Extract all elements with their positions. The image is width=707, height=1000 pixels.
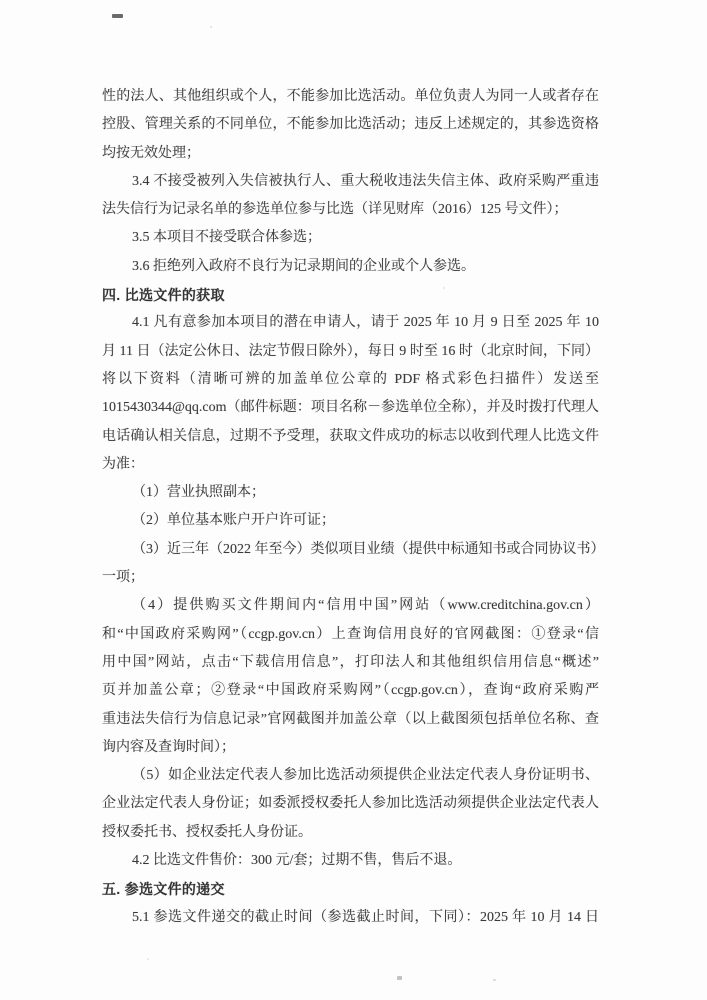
document-line: 3.5 本项目不接受联合体参选；	[132, 230, 321, 246]
scan-smudge-artifact	[112, 14, 123, 18]
document-line: 授权委托书、授权委托人身份证。	[102, 824, 312, 840]
document-line: 性的法人、其他组织或个人，不能参加比选活动。单位负责人为同一人或者存在	[102, 89, 599, 104]
document-line: （3）近三年（2022 年至今）类似项目业绩（提供中标通知书或合同协议书）	[132, 541, 605, 557]
document-line: 企业法定代表人身份证；如委派授权委托人参加比选活动须提供企业法定代表人	[102, 796, 599, 812]
document-line: （2）单位基本账户开户许可证；	[132, 513, 335, 529]
document-line: 3.6 拒绝列入政府不良行为记录期间的企业或个人参选。	[132, 258, 475, 274]
document-line: 4.1 凡有意参加本项目的潜在申请人，请于 2025 年 10 月 9 日至 2025 年 10	[132, 315, 599, 331]
document-line: 法失信行为记录名单的参选单位参与比选（详见财库（2016）125 号文件）；	[102, 202, 568, 218]
document-line: 3.4 不接受被列入失信被执行人、重大税收违法失信主体、政府采购严重违	[132, 173, 599, 189]
document-line: 用中国”网站，点击“下载信用信息”，打印法人和其他组织信用信息“概述”	[102, 654, 599, 670]
document-line: 一项；	[102, 570, 144, 586]
document-line: 控股、管理关系的不同单位，不能参加比选活动；违反上述规定的，其参选资格	[102, 117, 599, 133]
scan-smudge-artifact	[493, 979, 496, 981]
document-line: 5.1 参选文件递交的截止时间（参选截止时间，下同）：2025 年 10 月 14 日	[132, 909, 599, 925]
document-line: （4）提供购买文件期间内“信用中国”网站（www.creditchina.gov.cn）	[132, 598, 599, 614]
document-line: 和“中国政府采购网”（ccgp.gov.cn）上查询信用良好的官网截图：①登录“信	[102, 626, 599, 642]
document-line: 1015430344@qq.com（邮件标题：项目名称－参选单位全称），并及时拨打代理人	[102, 400, 599, 416]
document-line: 页并加盖公章；②登录“中国政府采购网”（ccgp.gov.cn），查询“政府采购严	[102, 683, 599, 699]
document-line: 询内容及查询时间）；	[102, 739, 235, 755]
document-line: 月 11 日（法定公休日、法定节假日除外），每日 9 时至 16 时（北京时间，下同）	[102, 343, 599, 359]
document-line: 为准：	[102, 456, 144, 472]
document-line: 电话确认相关信息，过期不予受理，获取文件成功的标志以收到代理人比选文件	[102, 428, 599, 444]
document-line: （1）营业执照副本；	[132, 485, 265, 501]
section-heading: 四. 比选文件的获取	[102, 287, 225, 304]
scan-smudge-artifact	[210, 26, 212, 28]
document-line: 4.2 比选文件售价：300 元/套；过期不售，售后不退。	[132, 853, 462, 869]
document-line: 重违法失信行为信息记录”官网截图并加盖公章（以上截图须包括单位名称、查	[102, 711, 599, 727]
scan-smudge-artifact	[443, 287, 445, 289]
scan-smudge-artifact	[147, 958, 149, 960]
document-line: 将以下资料（清晰可辨的加盖单位公章的 PDF 格式彩色扫描件）发送至	[102, 371, 599, 387]
section-heading: 五. 参选文件的递交	[102, 881, 225, 898]
document-line: （5）如企业法定代表人参加比选活动须提供企业法定代表人身份证明书、	[132, 768, 599, 784]
scan-smudge-artifact	[397, 976, 402, 980]
document-line: 均按无效处理；	[102, 145, 200, 161]
text-block	[102, 83, 605, 932]
